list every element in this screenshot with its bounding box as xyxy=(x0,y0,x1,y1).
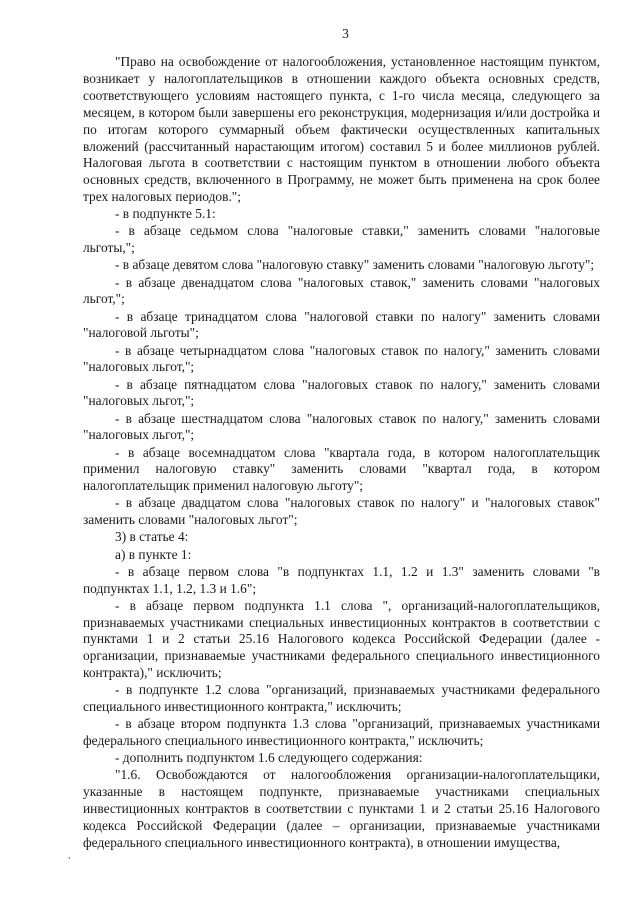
paragraph-6: - в абзаце тринадцатом слова "налоговой ставки по налогу" заменить словами "налоговой льготы"; xyxy=(83,308,600,341)
paragraph-15: - в абзаце первом подпункта 1.1 слова ", организаций-налогоплательщиков, признаваемых участниками специальных инвестиционных контрактов в соответствии с пунктами 1 и 2 статьи 25.16 Налогового кодекса Российской Федерации (далее - организации, признаваемые участниками федерального специального инвестиционного контракта)," исключить; xyxy=(83,597,600,681)
paragraph-17: - в абзаце втором подпункта 1.3 слова "организаций, признаваемых участниками федерального специального инвестиционного контракта," исключить; xyxy=(83,716,600,749)
paragraph-4: - в абзаце девятом слова "налоговую ставку" заменить словами "налоговую льготу"; xyxy=(115,257,595,273)
paragraph-16: - в подпункте 1.2 слова "организаций, признаваемых участниками федерального специального инвестиционного контракта," исключить; xyxy=(83,682,600,715)
paragraph-19: "1.6. Освобождаются от налогообложения организации-налогоплательщики, указанные в настоящем подпункте, признаваемые участниками специальных инвестиционных контрактов в соответствии с пунктами 1 и 2 статьи 25.16 Налогового кодекса Российской Федерации (далее – организации, признаваемые участниками федерального специального инвестиционного контракта), в отношении имущества, xyxy=(83,767,600,851)
paragraph-7: - в абзаце четырнадцатом слова "налоговых ставок по налогу," заменить словами "налоговых льгот,"; xyxy=(83,342,600,375)
scan-mark: , xyxy=(68,850,71,861)
paragraph-1: "Право на освобождение от налогообложения, установленное настоящим пунктом, возникает у налогоплательщиков в отношении каждого объекта основных средств, соответствующего условиям настоящего пункта, с 1-го числа месяца, следующего за месяцем, в котором были завершены его реконструкция, модернизация и/или достройка и по итогам которого суммарный объем фактически осуществленных капитальных вложений (рассчитанный нарастающим итогом) составил 5 и более миллионов рублей. Налоговая льгота в соответствии с настоящим пунктом в отношении любого объекта основных средств, включенного в Программу, не может быть применена на срок более трех налоговых периодов."; xyxy=(83,54,600,205)
paragraph-13: а) в пункте 1: xyxy=(115,546,192,562)
paragraph-11: - в абзаце двадцатом слова "налоговых ставок по налогу" и "налоговых ставок" заменить словами "налоговых льгот"; xyxy=(83,495,600,528)
paragraph-12: 3) в статье 4: xyxy=(115,529,189,545)
paragraph-5: - в абзаце двенадцатом слова "налоговых ставок," заменить словами "налоговых льгот,"; xyxy=(83,274,600,307)
paragraph-2: - в подпункте 5.1: xyxy=(115,206,216,222)
paragraph-8: - в абзаце пятнадцатом слова "налоговых ставок по налогу," заменить словами "налоговых льгот,"; xyxy=(83,376,600,409)
paragraph-10: - в абзаце восемнадцатом слова "квартала года, в котором налогоплательщик применил налоговую ставку" заменить словами "квартал года, в котором налогоплательщик применил налоговую льготу"; xyxy=(83,444,600,494)
paragraph-18: - дополнить подпунктом 1.6 следующего содержания: xyxy=(115,750,423,766)
paragraph-3: - в абзаце седьмом слова "налоговые ставки," заменить словами "налоговые льготы,"; xyxy=(83,223,600,256)
page-number: 3 xyxy=(342,26,349,41)
document-body xyxy=(83,54,600,852)
paragraph-14: - в абзаце первом слова "в подпунктах 1.1, 1.2 и 1.3" заменить словами "в подпунктах 1.1, 1.2, 1.3 и 1.6"; xyxy=(83,563,600,596)
paragraph-9: - в абзаце шестнадцатом слова "налоговых ставок по налогу," заменить словами "налоговых льгот,"; xyxy=(83,410,600,443)
